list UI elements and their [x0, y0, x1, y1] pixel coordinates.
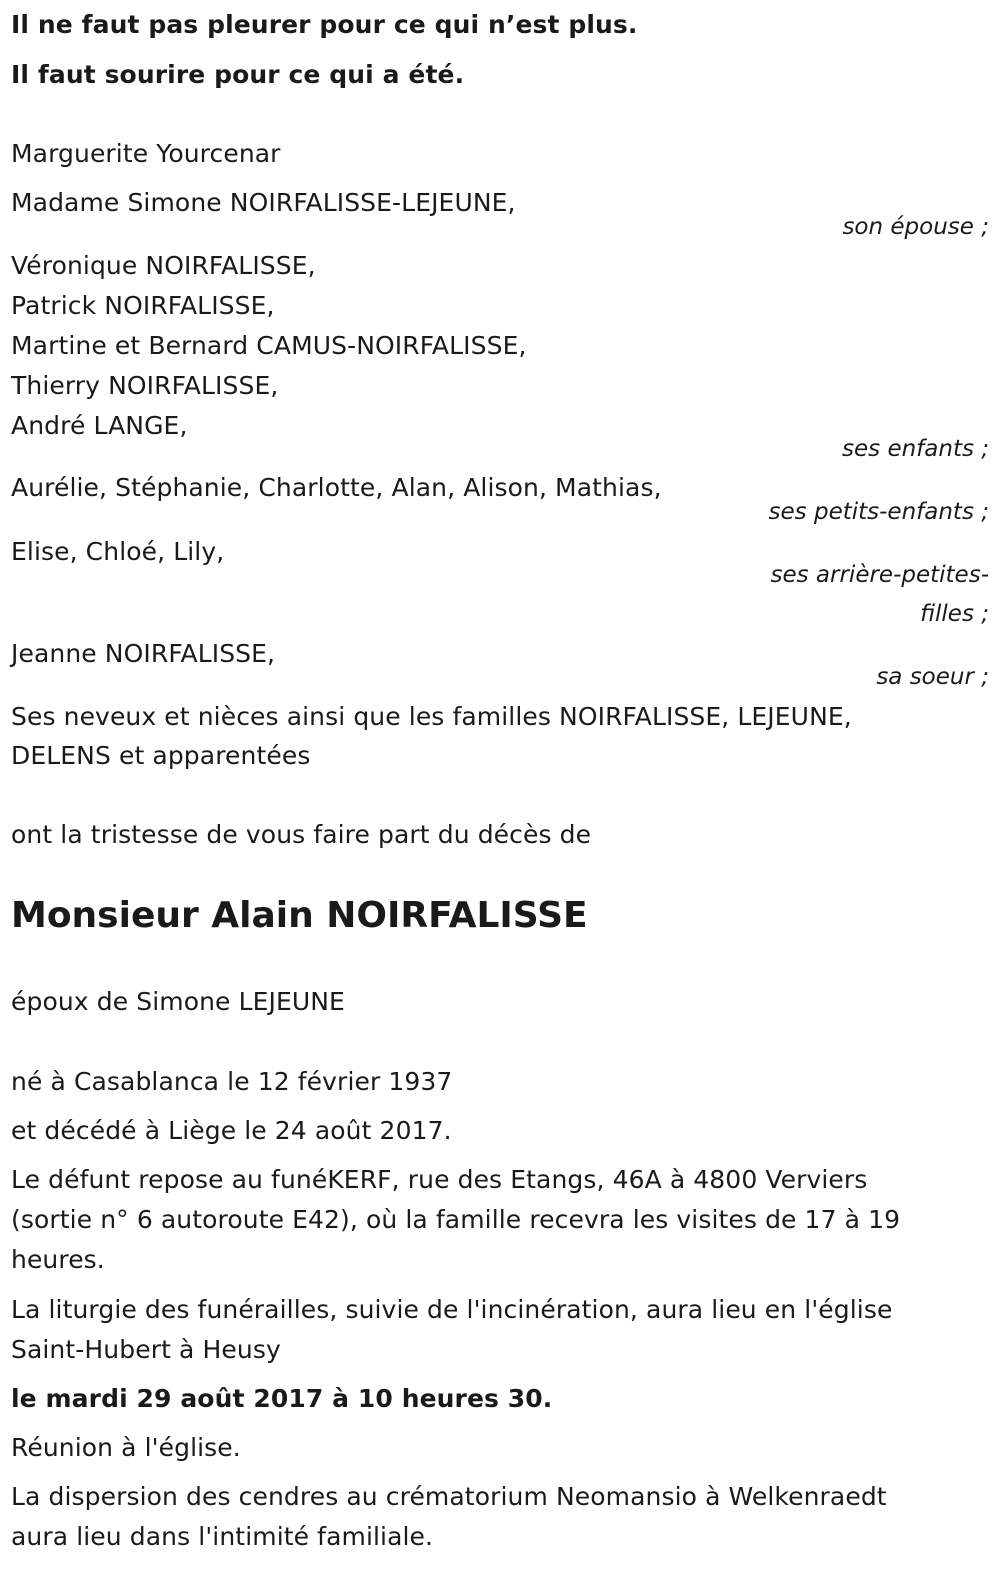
ashes-line-1: La dispersion des cendres au crématorium Neomansio à Welkenraedt — [11, 1482, 887, 1511]
birth-line: né à Casablanca le 12 février 1937 — [11, 1067, 453, 1096]
funeral-date: le mardi 29 août 2017 à 10 heures 30. — [11, 1384, 553, 1413]
quote-line-1: Il ne faut pas pleurer pour ce qui n’est plus. — [11, 10, 638, 39]
quote-author: Marguerite Yourcenar — [11, 139, 281, 168]
deceased-spouse-of: époux de Simone LEJEUNE — [11, 987, 345, 1016]
great-grandchildren-names: Elise, Chloé, Lily, — [11, 537, 225, 566]
ashes-line-2: aura lieu dans l'intimité familiale. — [11, 1522, 434, 1551]
meeting-text: Réunion à l'église. — [11, 1433, 241, 1462]
child-name: Thierry NOIRFALISSE, — [11, 371, 279, 400]
great-grandchildren-relation-line-2: filles ; — [920, 601, 989, 627]
quote-line-2: Il faut sourire pour ce qui a été. — [11, 60, 465, 89]
great-grandchildren-relation-line-1: ses arrière-petites- — [770, 562, 989, 588]
child-name: Patrick NOIRFALISSE, — [11, 291, 275, 320]
other-relatives-line-2: DELENS et apparentées — [11, 741, 311, 770]
grandchildren-relation: ses petits-enfants ; — [768, 499, 989, 525]
death-line: et décédé à Liège le 24 août 2017. — [11, 1116, 452, 1145]
liturgy-line-2: Saint-Hubert à Heusy — [11, 1335, 281, 1364]
rest-place-line-2: (sortie n° 6 autoroute E42), où la famille recevra les visites de 17 à 19 — [11, 1205, 901, 1234]
sister-relation: sa soeur ; — [876, 664, 989, 690]
spouse-relation: son épouse ; — [842, 214, 989, 240]
announcement-text: ont la tristesse de vous faire part du décès de — [11, 820, 592, 849]
child-name: André LANGE, — [11, 411, 188, 440]
grandchildren-names: Aurélie, Stéphanie, Charlotte, Alan, Alison, Mathias, — [11, 473, 662, 502]
spouse-name: Madame Simone NOIRFALISSE-LEJEUNE, — [11, 188, 516, 217]
child-name: Martine et Bernard CAMUS-NOIRFALISSE, — [11, 331, 527, 360]
rest-place-line-3: heures. — [11, 1245, 105, 1274]
children-relation: ses enfants ; — [842, 436, 989, 462]
other-relatives-line-1: Ses neveux et nièces ainsi que les familles NOIRFALISSE, LEJEUNE, — [11, 702, 852, 731]
rest-place-line-1: Le défunt repose au funéKERF, rue des Etangs, 46A à 4800 Verviers — [11, 1165, 868, 1194]
liturgy-line-1: La liturgie des funérailles, suivie de l'incinération, aura lieu en l'église — [11, 1295, 893, 1324]
child-name: Véronique NOIRFALISSE, — [11, 251, 316, 280]
deceased-name: Monsieur Alain NOIRFALISSE — [11, 895, 588, 936]
sister-name: Jeanne NOIRFALISSE, — [11, 639, 276, 668]
